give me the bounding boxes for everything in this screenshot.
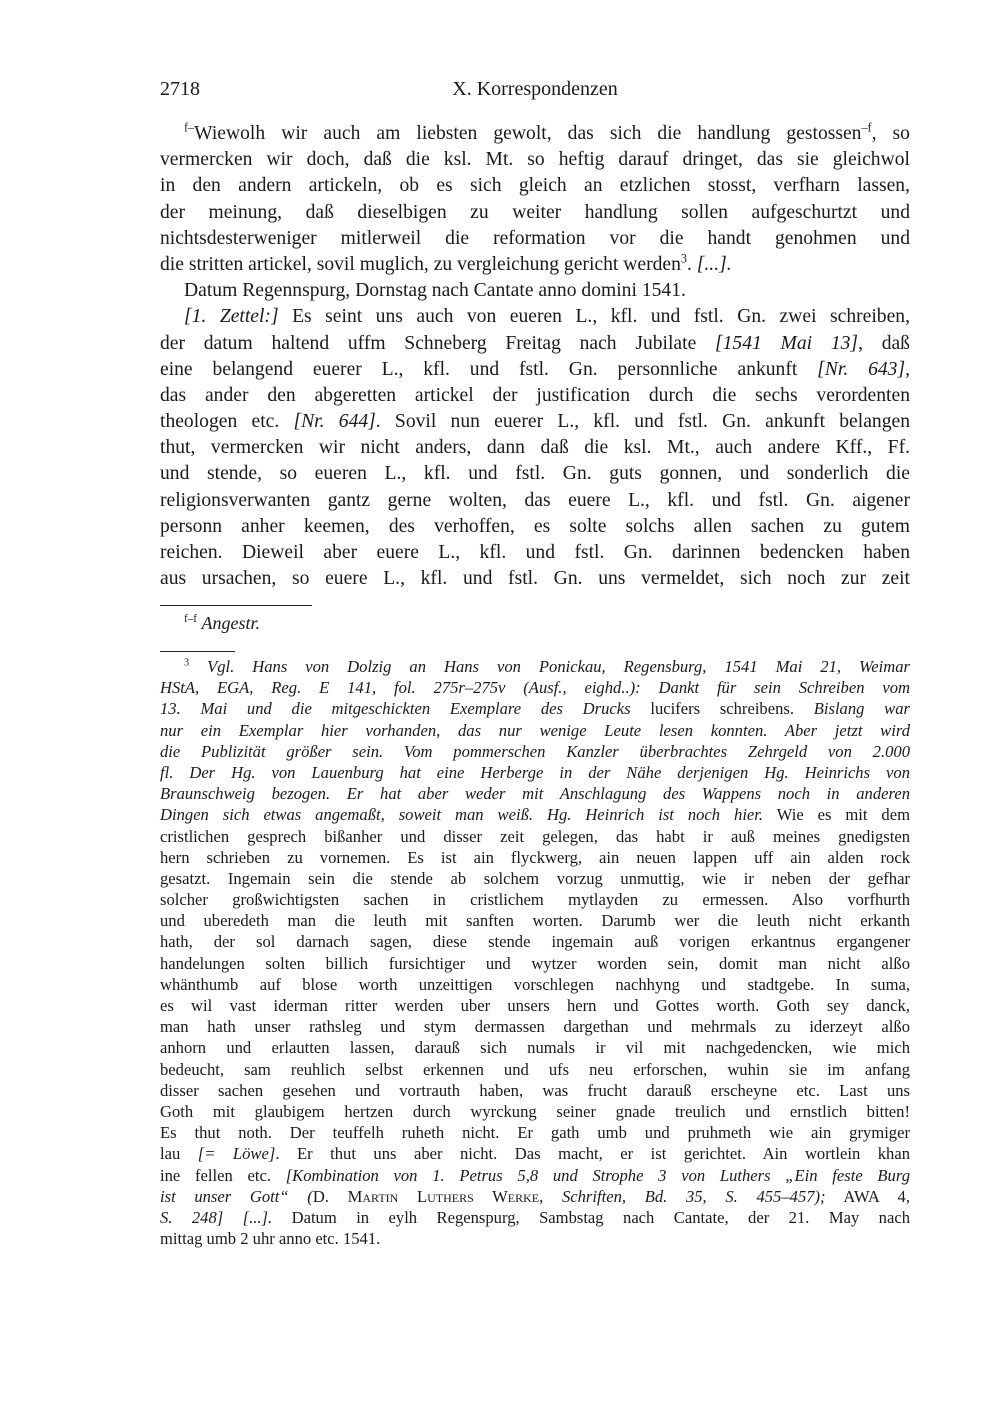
editorial-italic-text: [1. Zettel:]: [184, 306, 279, 328]
text-span: , so: [871, 123, 910, 144]
main-text-line: [160, 409, 910, 435]
footnote-line: [160, 762, 910, 783]
footnote-line: [160, 868, 910, 889]
text-span: Es thut noth. Der teuffelh ruheth nicht. Er gath umb und pruhmeth wie ain grymiger: [160, 1123, 910, 1143]
main-text-line: [160, 173, 910, 199]
editorial-italic-text: 13. Mai und die mitgeschickten Exemplare des Drucks: [160, 699, 631, 719]
text-span: bedeucht, sam reuhlich selbst erkennen und ufs neu erforschen, wuhin sie im anfang: [160, 1059, 910, 1079]
editorial-italic-text: Dingen sich etwas angemaßt, soweit man weiß. Hg. Heinrich ist noch hier.: [160, 805, 764, 825]
main-text-line: [160, 357, 910, 383]
page-number: 2718: [160, 78, 200, 100]
footnote-line: [160, 910, 910, 931]
text-span: hath, der sol darnach sagen, diese stende ingemain auß vorigen erkantnus ergangener: [160, 932, 910, 952]
editorial-italic-text: Schriften, Bd. 35, S. 455–457);: [561, 1186, 826, 1206]
text-span: aus ursachen, so euere L., kfl. und fstl. Gn. uns vermeldet, sich noch zur zeit: [160, 568, 910, 590]
footnote-line: [160, 1186, 910, 1207]
text-span: religionsverwanten gantz gerne wolten, das euere L., kfl. und fstl. Gn. aigener: [160, 489, 910, 511]
text-span: und uberedeth man die leuth mit sanften worten. Darumb wer die leuth nicht erkanth: [160, 911, 910, 931]
footnote-line: [160, 847, 910, 868]
text-span: disser sachen gesehen und vortrauth haben, was frucht darauß erscheyne etc. Last uns: [160, 1080, 910, 1100]
note-marker: 3: [680, 251, 687, 266]
main-text-line: [160, 226, 910, 252]
footnote-3: [160, 656, 910, 1249]
text-span: handelungen solten billich fursichtiger und wytzer worden sein, domit man nicht alßo: [160, 953, 910, 973]
text-span: Wie es mit dem: [763, 805, 910, 825]
text-span: Datum Regennspurg, Dornstag nach Cantate anno domini 1541.: [184, 280, 686, 302]
text-span: eine belangend euerer L., kfl. und fstl. Gn. personnliche ankunft: [160, 358, 818, 380]
footnote-line: [160, 995, 910, 1016]
text-span: gesatzt. Ingemain sein die stende ab solchem vorzug unmuttig, wie ir neben der gefhar: [160, 868, 910, 888]
editorial-italic-text: [...].: [696, 253, 732, 275]
main-text-line: [160, 331, 910, 357]
page-header: [160, 78, 910, 106]
text-span: theologen etc.: [160, 411, 294, 433]
editorial-italic-text: [Kombination von 1. Petrus 5,8 und Strophe 3 von Luthers „Ein feste Burg: [285, 1165, 910, 1185]
footnote-line: [160, 1207, 910, 1228]
footnote-line: [160, 931, 910, 952]
main-text-line: [160, 304, 910, 330]
footnote-line: [160, 1080, 910, 1101]
editorial-italic-text: Braunschweig bezogen. Er hat aber weder mit Anschlagung des Wappens noch in anderen: [160, 784, 910, 804]
main-text-line: [160, 383, 910, 409]
editorial-italic-text: die Publizität größer sein. Vom pommerschen Kanzler überbrachtes Zehrgeld von 2.000: [160, 741, 910, 761]
main-text-line: [160, 147, 910, 173]
editorial-italic-text: [= Löwe]: [197, 1144, 276, 1164]
text-span: . Er thut uns aber nicht. Das macht, er ist gerichtet. Ain wortlein khan: [275, 1144, 910, 1164]
text-span: es wil vast iderman ritter werden uber unsers hern und Gottes worth. Goth sey danck,: [160, 996, 910, 1015]
footnote-line: [160, 1122, 910, 1143]
note-marker: –f: [861, 120, 872, 135]
main-text-line: [160, 435, 910, 461]
main-text-line: [160, 566, 910, 592]
text-span: das ander den abgeretten artickel der justification durch die sechs verordenten: [160, 384, 910, 406]
editorial-italic-text: [Nr. 643]: [817, 358, 906, 380]
text-span: ,: [539, 1186, 562, 1206]
text-span: , daß: [858, 332, 910, 354]
text-span: lau: [160, 1144, 198, 1164]
footnote-line: [160, 974, 910, 995]
text-span: solcher großwichtigsten sachen in cristlichem mytlayden zu ermessen. Also vorfhurth: [160, 890, 910, 910]
footnote-line: [160, 656, 910, 677]
editorial-italic-text: [Nr. 644]: [293, 411, 376, 433]
text-span: Goth mit glaubigem hertzen durch wyrckung seiner gnade treulich und ernstlich bitten!: [160, 1101, 910, 1121]
text-span: thut, vermercken wir nicht anders, dann daß die ksl. Mt., auch andere Kff., Ff.: [160, 437, 910, 459]
text-span: nichtsdesterweniger mitlerweil die reformation vor die handt genohmen und: [160, 227, 910, 249]
text-span: D. Martin Luthers Werke: [312, 1186, 540, 1206]
main-text-line: [160, 252, 910, 278]
text-span: anhorn und erlautten lassen, darauß sich numals ir vil mit nachgedencken, wie mich: [160, 1038, 910, 1058]
main-text: [160, 121, 910, 592]
note-marker: f–: [184, 120, 195, 135]
editorial-italic-text: S. 248] [...].: [160, 1207, 273, 1227]
text-span: whänthumb auf blose worth unzeittigen vorschlegen nachhyng und stadtgebe. In suma,: [160, 974, 910, 994]
editorial-italic-text: Bislang war: [813, 699, 910, 719]
text-span: in den andern artickeln, ob es sich gleich an etzlichen stosst, verfharn lassen,: [160, 175, 910, 197]
note-marker: 3: [184, 657, 190, 669]
text-span: ,: [905, 358, 910, 380]
main-text-line: [160, 461, 910, 487]
footnote-line: [160, 1143, 910, 1164]
footnote-line: [160, 1059, 910, 1080]
text-span: AWA 4,: [825, 1186, 910, 1206]
editorial-italic-text: fl. Der Hg. von Lauenburg hat eine Herberge in der Nähe derjenigen Hg. Heinrichs von: [160, 762, 910, 782]
text-span: Datum in eylh Regenspurg, Sambstag nach Cantate, der 21. May nach: [272, 1207, 910, 1227]
text-span: .: [686, 253, 697, 275]
text-span: hern schrieben zu vornemen. Es ist ain flyckwerg, ain neuen lappen uff ain alden rock: [160, 847, 910, 867]
editorial-italic-text: Vgl. Hans von Dolzig an Hans von Ponickau, Regensburg, 1541 Mai 21, Weimar: [189, 657, 910, 676]
footnote-line: [160, 783, 910, 804]
footnote-line: [160, 741, 910, 762]
footnote-line: [160, 1101, 910, 1122]
main-text-line: [160, 278, 910, 304]
footnote-line: [160, 804, 910, 825]
text-span: man hath unser rathsleg und stym dermassen dargethan und mehrmals zu iderzeyt alßo: [160, 1017, 910, 1037]
text-span: cristlichen gesprech bißanher und disser zeit gelegen, das habt ir auß meines gnedigsten: [160, 826, 910, 846]
editorial-italic-text: [1541 Mai 13]: [715, 332, 859, 354]
text-span: . Sovil nun euerer L., kfl. und fstl. Gn. ankunft belangen: [375, 411, 910, 433]
textnote-text: Angestr.: [201, 613, 261, 633]
textnote-divider: [160, 605, 312, 606]
footnote-line: [160, 889, 910, 910]
footnote-line: [160, 1016, 910, 1037]
running-title: X. Korrespondenzen: [452, 78, 618, 100]
text-span: und stende, so eueren L., kfl. und fstl. Gn. guts gonnen, und sonderlich die: [160, 463, 910, 485]
text-span: der datum haltend uffm Schneberg Freitag nach Jubilate: [160, 332, 715, 354]
text-span: mittag umb 2 uhr anno etc. 1541.: [160, 1229, 381, 1249]
text-span: Wiewolh wir auch am liebsten gewolt, das sich die handlung gestossen: [194, 123, 862, 144]
text-span: personn anher keemen, des verhoffen, es solte solchs allen sachen zu gutem: [160, 515, 910, 537]
main-text-line: [160, 488, 910, 514]
footnote-line: [160, 677, 910, 698]
textnote-mark: f–f: [184, 613, 198, 625]
main-text-line: [160, 514, 910, 540]
text-span: reichen. Dieweil aber euere L., kfl. und fstl. Gn. darinnen bedencken haben: [160, 542, 910, 563]
text-span: Es seint uns auch von eueren L., kfl. und fstl. Gn. zwei schreiben,: [278, 306, 910, 328]
footnote-line: [160, 720, 910, 741]
text-span: die stritten artickel, sovil muglich, zu vergleichung gericht werden: [160, 253, 681, 275]
footnote-divider: [160, 651, 235, 652]
text-span: der meinung, daß dieselbigen zu weiter handlung sollen aufgeschurtzt und: [160, 201, 910, 223]
editorial-italic-text: HStA, EGA, Reg. E 141, fol. 275r–275v (Ausf., eighd..): Dankt für sein Schreiben vom: [160, 678, 910, 698]
main-text-line: [160, 121, 910, 147]
footnote-line: [160, 698, 910, 719]
footnote-line: [160, 953, 910, 974]
text-span: lucifers schreibens.: [630, 699, 814, 719]
footnote-line: [160, 1165, 910, 1186]
textual-note: [184, 611, 260, 635]
footnote-line: [160, 1228, 910, 1249]
footnote-line: [160, 826, 910, 847]
main-text-line: [160, 540, 910, 566]
text-span: ine fellen etc.: [160, 1165, 286, 1185]
editorial-italic-text: ist unser Gott“ (: [160, 1186, 313, 1206]
footnote-line: [160, 1037, 910, 1058]
editorial-italic-text: nur ein Exemplar hier vorhanden, das nur wenige Leute lesen konnten. Aber jetzt wird: [160, 720, 910, 740]
text-span: vermercken wir doch, daß die ksl. Mt. so heftig darauf dringet, das sie gleichwol: [160, 149, 910, 171]
main-text-line: [160, 200, 910, 226]
